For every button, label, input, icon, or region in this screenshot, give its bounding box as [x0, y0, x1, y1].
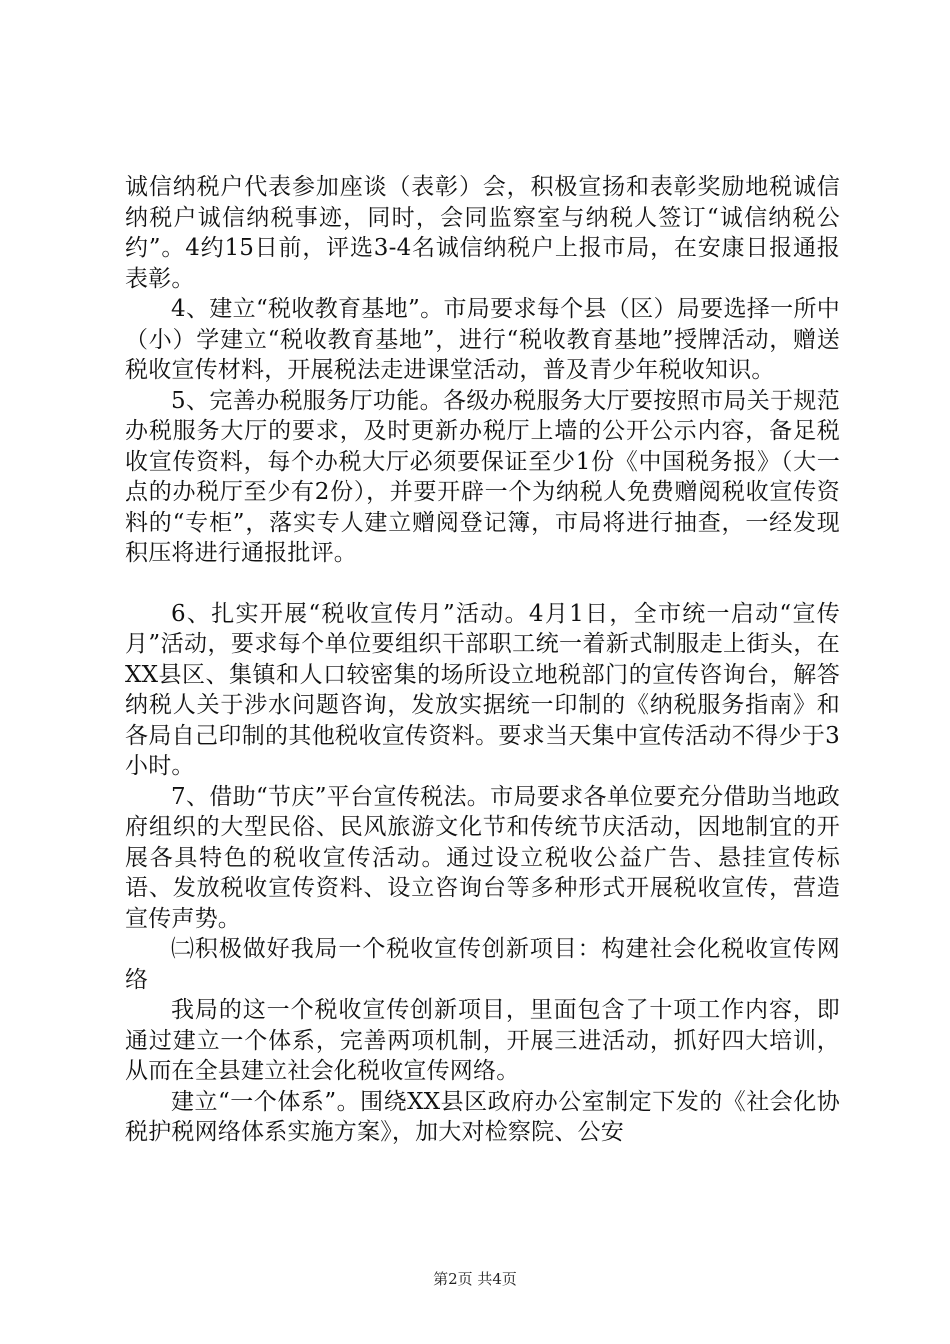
paragraph-3: 5、完善办税服务厅功能。各级办税服务大厅要按照市局关于规范办税服务大厅的要求，及时更新办税厅上墙的公开公示内容，备足税收宣传资料，每个办税大厅必须要保证至少1份《中国税务报》（大一点的办税厅至少有2份），并要开辟一个为纳税人免费赠阅税收宣传资料的“专柜”，落实专人建立赠阅登记簿，市局将进行抽查，一经发现积压将进行通报批评。: [125, 387, 840, 566]
paragraph-2: 4、建立“税收教育基地”。市局要求每个县（区）局要选择一所中（小）学建立“税收教育基地”，进行“税收教育基地”授牌活动，赠送税收宣传材料，开展税法走进课堂活动，普及青少年税收知识。: [125, 296, 840, 383]
page-number-footer: 第2页 共4页: [433, 1270, 517, 1288]
paragraph-7: 建立“一个体系”。围绕XX县区政府办公室制定下发的《社会化协税护税网络体系实施方案》，加大对检察院、公安: [125, 1088, 840, 1145]
paragraph-4: 6、扎实开展“税收宣传月”活动。4月1日，全市统一启动“宣传月”活动，要求每个单位要组织干部职工统一着新式制服走上街头，在XX县区、集镇和人口较密集的场所设立地税部门的宣传咨询台，解答纳税人关于涉水问题咨询，发放实据统一印制的《纳税服务指南》和各局自己印制的其他税收宣传资料。要求当天集中宣传活动不得少于3小时。: [125, 600, 840, 779]
section-heading: ㈡积极做好我局一个税收宣传创新项目：构建社会化税收宣传网络: [125, 936, 840, 993]
paragraph-6: 我局的这一个税收宣传创新项目，里面包含了十项工作内容，即通过建立一个体系，完善两项机制，开展三进活动，抓好四大培训，从而在全县建立社会化税收宣传网络。: [125, 997, 840, 1084]
document-body: [125, 172, 840, 1148]
paragraph-5: 7、借助“节庆”平台宣传税法。市局要求各单位要充分借助当地政府组织的大型民俗、民风旅游文化节和传统节庆活动，因地制宜的开展各具特色的税收宣传活动。通过设立税收公益广告、悬挂宣传标语、发放税收宣传资料、设立咨询台等多种形式开展税收宣传，营造宣传声势。: [125, 783, 840, 932]
paragraph-1: 诚信纳税户代表参加座谈（表彰）会，积极宣扬和表彰奖励地税诚信纳税户诚信纳税事迹，同时，会同监察室与纳税人签订“诚信纳税公约”。4约15日前，评选3-4名诚信纳税户上报市局，在安康日报通报表彰。: [125, 174, 840, 292]
